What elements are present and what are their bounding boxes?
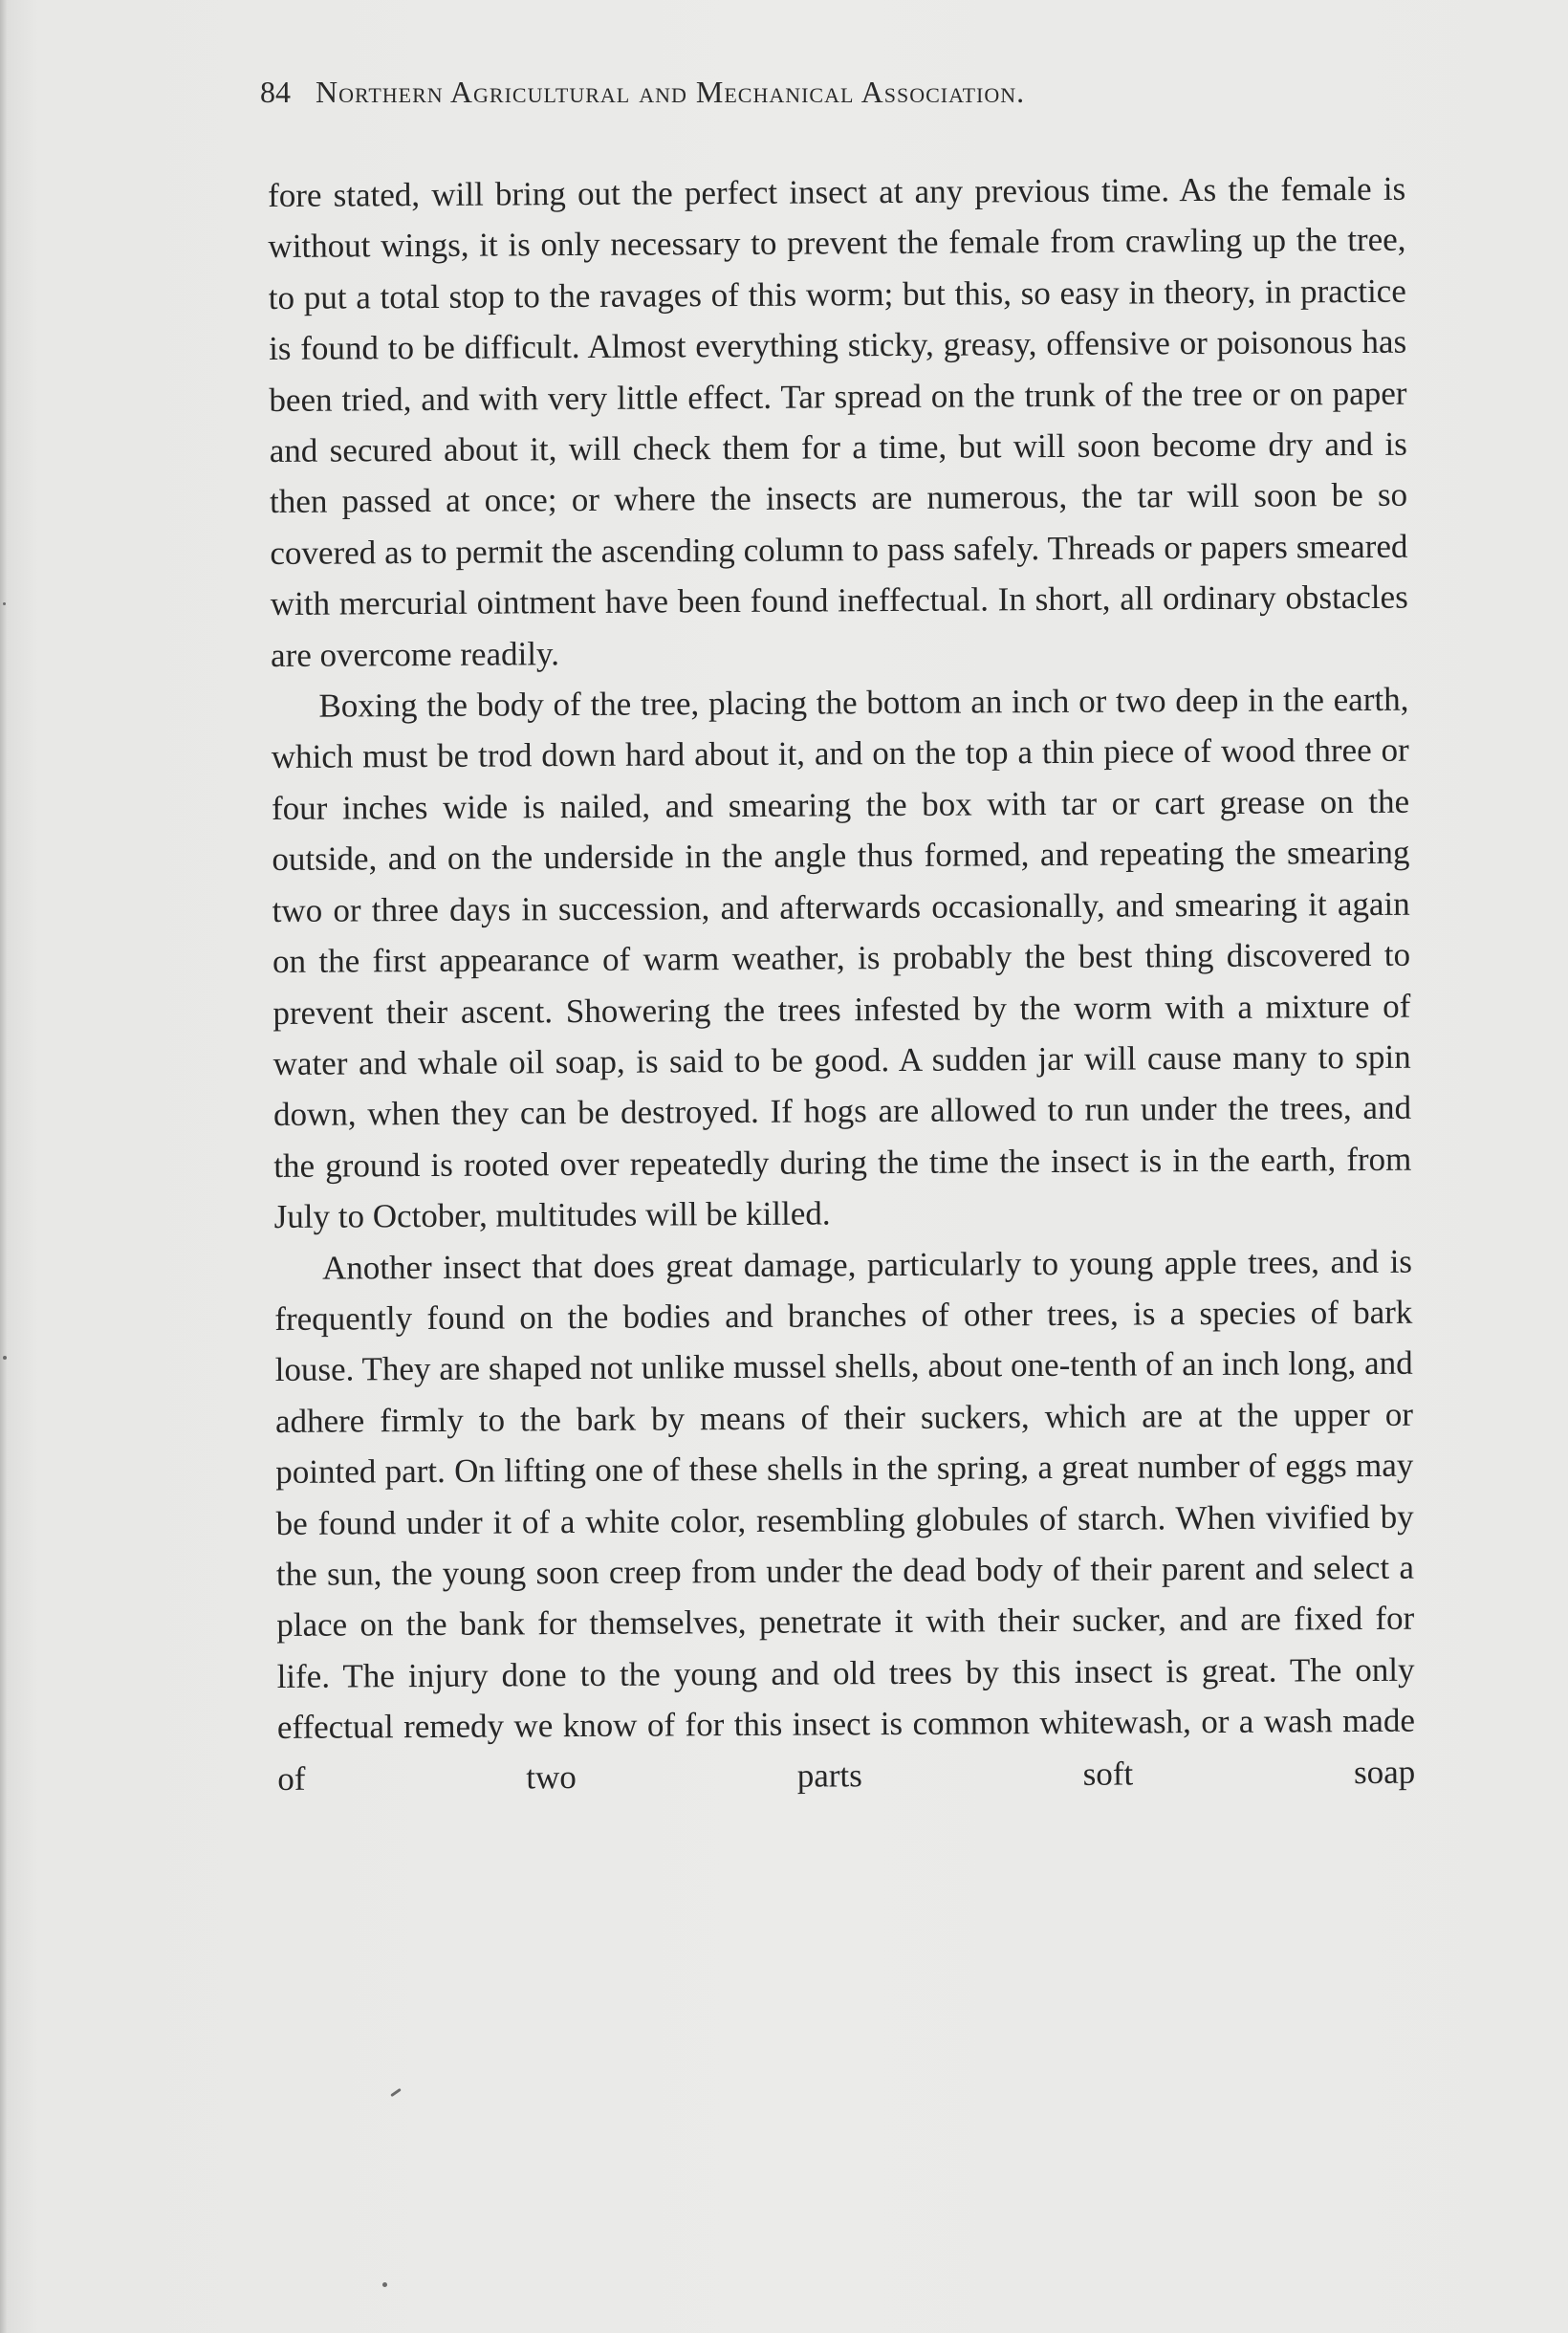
page-number: 84 — [260, 75, 291, 109]
running-header — [260, 75, 1350, 110]
paper-speck — [382, 2282, 387, 2287]
body-text — [268, 164, 1415, 1804]
paper-speck — [3, 1356, 7, 1360]
page-gutter-edge — [0, 0, 8, 2333]
paragraph-1: fore stated, will bring out the perfect insect at any previous time. As the female is without wings, it is only necessary to prevent the female from crawling up the tree, to put a total stop to the ravages of this worm; but this, so easy in theory, in practice is found to be difficult. Almost everything sticky, greasy, offensive or poisonous has been tried, and with very little effect. Tar spread on the trunk of the tree or on paper and secured about it, will check them for a time, but will soon become dry and is then passed at once; or where the insects are numerous, the tar will soon be so covered as to permit the ascending column to pass safely. Threads or papers smeared with mercurial ointment have been found ineffectual. In short, all ordinary obstacles are overcome readily. — [268, 169, 1408, 674]
paper-speck — [390, 2088, 402, 2097]
paragraph-2: Boxing the body of the tree, placing the bottom an inch or two deep in the earth, which must be trod down hard about it, and on the top a thin piece of wood three or four inches wide is nailed, and smearing the box with tar or cart grease on the outside, and on the underside in the angle thus formed, and repeating the smearing two or three days in succession, and afterwards occasionally, and smearing it again on the first appearance of warm weather, is probably the best thing discovered to prevent their ascent. Showering the trees infested by the worm with a mixture of water and whale oil soap, is said to be good. A sudden jar will cause many to spin down, when they can be destroyed. If hogs are allowed to run under the trees, and the ground is rooted over repeatedly during the time the insect is in the earth, from July to October, multitudes will be killed. — [271, 680, 1412, 1236]
paragraph-3: Another insect that does great damage, particularly to young apple trees, and is frequently found on the bodies and branches of other trees, is a species of bark louse. They are shaped not unlike mussel shells, about one-tenth of an inch long, and adhere firmly to the bark by means of their suckers, which are at the upper or pointed part. On lifting one of these shells in the spring, a great number of eggs may be found under it of a white color, resembling globules of starch. When vivified by the sun, the young soon creep from under the dead body of their parent and select a place on the bank for themselves, penetrate it with their sucker, and are fixed for life. The injury done to the young and old trees by this insect is great. The only effectual remedy we know of for this insect is common whitewash, or a wash made of two parts soft soap — [274, 1242, 1416, 1798]
running-title: Northern Agricultural and Mechanical Association. — [316, 75, 1026, 109]
paper-speck — [3, 602, 6, 605]
